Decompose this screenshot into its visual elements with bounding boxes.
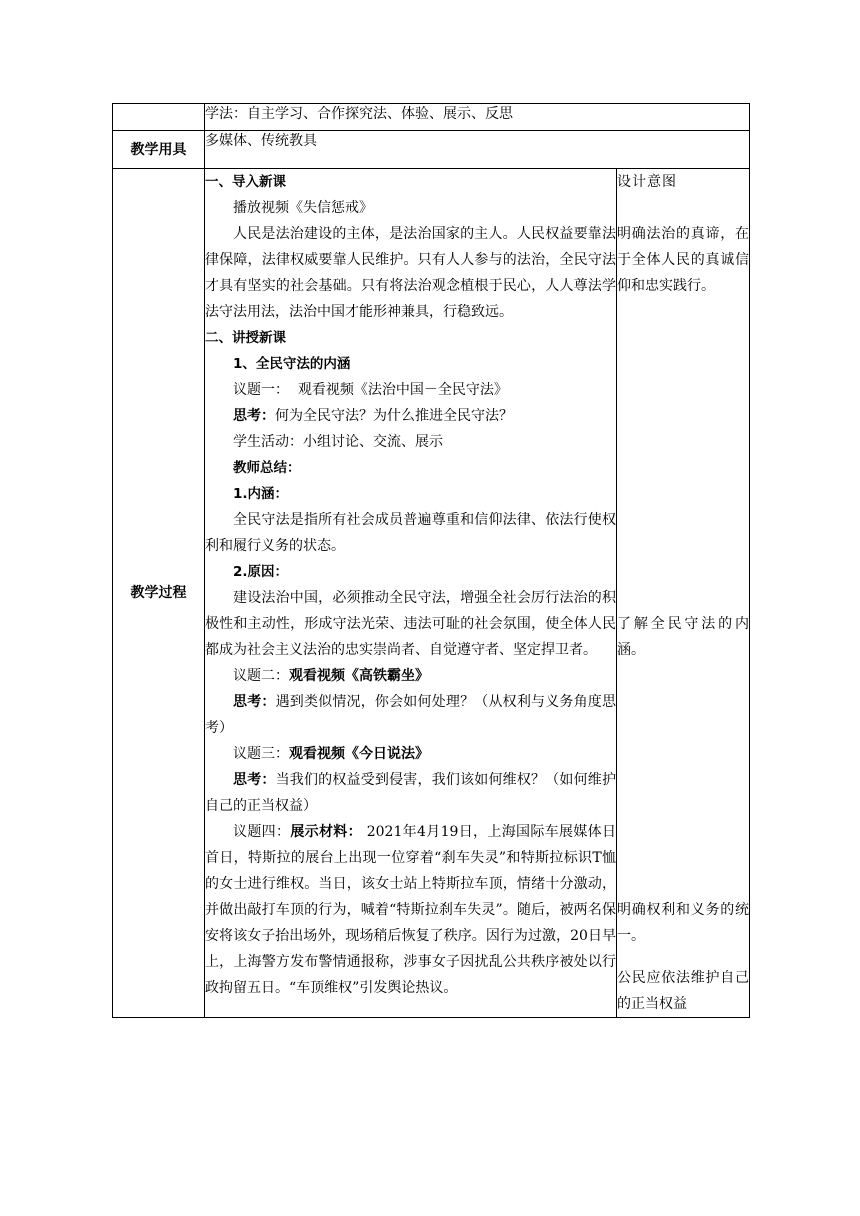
reason-heading: 2.原因： xyxy=(233,564,289,580)
topic-one-prefix: 议题一： xyxy=(233,382,289,398)
think-three-label: 思考： xyxy=(233,772,276,788)
teaching-process-row xyxy=(113,169,750,1018)
section-intro-heading: 一、导入新课 xyxy=(205,174,286,190)
teaching-process-content xyxy=(205,169,617,1018)
think-one-label: 思考： xyxy=(233,408,275,424)
topic-three-text: 观看视频《今日说法》 xyxy=(289,746,429,762)
teaching-tools-text: 多媒体、传统教具 xyxy=(205,131,750,169)
think-two-text: 遇到类似情况，你会如何处理？（从权利与义务角度思考） xyxy=(205,694,616,736)
topic-two-line xyxy=(205,663,616,689)
meaning-paragraph: 全民守法是指所有社会成员普遍尊重和信仰法律、依法行使权利和履行义务的状态。 xyxy=(205,512,616,554)
meaning-heading: 1.内涵： xyxy=(233,486,289,502)
subsection-heading: 1、全民守法的内涵 xyxy=(233,356,351,372)
study-method-label-cell xyxy=(113,104,205,131)
think-one-line xyxy=(205,403,616,429)
study-method-text: 学法：自主学习、合作探究法、体验、展示、反思 xyxy=(205,104,750,131)
student-activity-line: 学生活动：小组讨论、交流、展示 xyxy=(233,434,443,450)
topic-one-line xyxy=(205,377,616,403)
intro-video-line: 播放视频《失信惩戒》 xyxy=(233,200,373,216)
topic-two-text: 观看视频《高铁霸坐》 xyxy=(289,668,429,684)
lesson-plan-page xyxy=(112,103,749,1018)
topic-four-paragraph xyxy=(205,819,616,1001)
teaching-tools-row xyxy=(113,131,750,169)
think-one-text: 何为全民守法？为什么推进全民守法？ xyxy=(275,408,513,424)
topic-four-label: 展示材料： xyxy=(290,824,362,840)
think-three-line xyxy=(205,767,616,819)
design-intent-1: 明确法治的真谛，在于全体人民的真诚信仰和忠实践行。 xyxy=(617,226,749,294)
lesson-plan-table xyxy=(112,103,750,1018)
design-intent-3: 明确权利和义务的统一。 xyxy=(617,902,749,944)
topic-three-line xyxy=(205,741,616,767)
design-intent-column xyxy=(617,169,750,1018)
teacher-summary-heading: 教师总结： xyxy=(233,460,301,476)
design-intent-title: 设计意图 xyxy=(617,174,677,190)
think-two-label: 思考： xyxy=(233,694,276,710)
section-new-heading: 二、讲授新课 xyxy=(205,330,286,346)
design-intent-4: 公民应依法维护自己的正当权益 xyxy=(617,970,749,1012)
intro-paragraph: 人民是法治建设的主体，是法治国家的主人。人民权益要靠法律保障，法律权威要靠人民维护。只有人人参与的法治，全民守法才具有坚实的社会基础。只有将法治观念植根于民心，人人尊法学法守法用法，法治中国才能形神兼具，行稳致远。 xyxy=(205,226,616,320)
topic-two-prefix: 议题二： xyxy=(233,668,289,684)
topic-one-text: 观看视频《法治中国－全民守法》 xyxy=(289,382,508,398)
topic-three-prefix: 议题三： xyxy=(233,746,289,762)
topic-four-text: 2021年4月19日，上海国际车展媒体日首日，特斯拉的展台上出现一位穿着“刹车失灵”和特斯拉标识T恤的女士进行维权。当日，该女士站上特斯拉车顶，情绪十分激动，并做出敲打车顶的行为，喊着“特斯拉刹车失灵”。随后，被两名保安将该女子抬出场外，现场稍后恢复了秩序。因行为过激，20日早上，上海警方发布警情通报称，涉事女子因扰乱公共秩序被处以行政拘留五日。“车顶维权”引发舆论热议。 xyxy=(205,824,616,996)
study-method-row xyxy=(113,104,750,131)
topic-four-prefix: 议题四： xyxy=(233,824,291,840)
think-three-text: 当我们的权益受到侵害，我们该如何维权？（如何维护自己的正当权益） xyxy=(205,772,616,814)
think-two-line xyxy=(205,689,616,741)
teaching-process-label: 教学过程 xyxy=(113,169,205,1018)
reason-paragraph: 建设法治中国，必须推动全民守法，增强全社会厉行法治的积极性和主动性，形成守法光荣、违法可耻的社会氛围，使全体人民都成为社会主义法治的忠实崇尚者、自觉遵守者、坚定捍卫者。 xyxy=(205,590,616,658)
teaching-tools-label: 教学用具 xyxy=(113,131,205,169)
design-intent-2: 了解全民守法的内涵。 xyxy=(617,616,749,658)
